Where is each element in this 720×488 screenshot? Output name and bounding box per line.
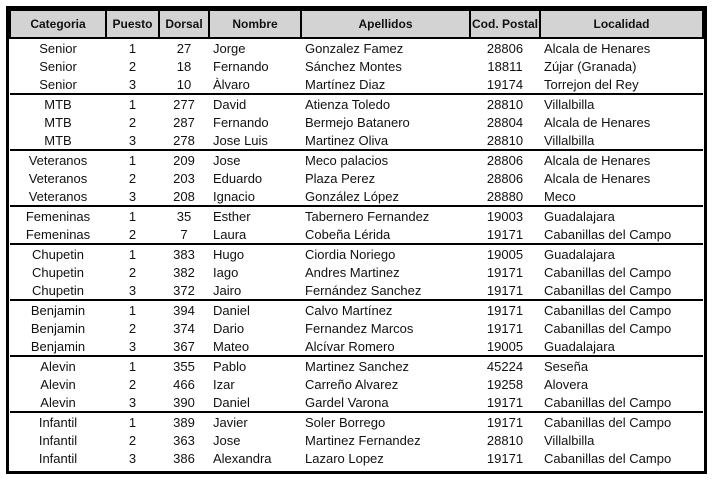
cell-codpostal: 19171	[470, 412, 540, 431]
cell-categoria: Benjamin	[30, 320, 86, 336]
cell-apellidos: Andres Martinez	[305, 264, 400, 280]
table-row	[10, 206, 703, 225]
cell-puesto: 3	[128, 338, 137, 354]
cell-apellidos: Bermejo Batanero	[305, 114, 410, 130]
cell-localidad: Seseña	[540, 356, 703, 375]
cell-codpostal: 28880	[486, 188, 524, 204]
cell-categoria: Infantil	[38, 450, 78, 466]
cell-localidad: Alcala de Henares	[544, 40, 651, 56]
cell-localidad: Alcala de Henares	[540, 150, 703, 169]
table-row	[10, 375, 703, 393]
cell-puesto: 1	[106, 150, 159, 169]
cell-apellidos: Soler Borrego	[301, 412, 470, 431]
cell-nombre: Hugo	[209, 244, 301, 263]
cell-codpostal: 19171	[486, 282, 524, 298]
cell-puesto: 1	[106, 412, 159, 431]
cell-puesto: 3	[128, 450, 137, 466]
cell-categoria: Senior	[39, 40, 77, 56]
cell-localidad: Villalbilla	[540, 94, 703, 113]
cell-dorsal: 7	[180, 226, 188, 242]
cell-codpostal: 28810	[470, 94, 540, 113]
cell-nombre: Alexandra	[213, 450, 272, 466]
cell-categoria: Veteranos	[28, 170, 88, 186]
cell-dorsal: 10	[176, 76, 192, 92]
cell-puesto: 1	[106, 356, 159, 375]
cell-dorsal: 390	[173, 394, 195, 410]
column-header-codpostal: Cod. Postal	[470, 10, 540, 38]
cell-apellidos: Martinez Oliva	[305, 132, 389, 148]
cell-dorsal: 372	[173, 282, 195, 298]
column-header-nombre: Nombre	[209, 10, 301, 38]
cell-categoria: MTB	[10, 94, 106, 113]
cell-codpostal: 28806	[470, 150, 540, 169]
cell-apellidos: González López	[305, 188, 399, 204]
cell-puesto: 2	[128, 264, 137, 280]
cell-nombre: David	[209, 94, 301, 113]
cell-categoria: Chupetin	[31, 282, 85, 298]
cell-dorsal: 383	[159, 244, 209, 263]
cell-apellidos: Gardel Varona	[305, 394, 389, 410]
cell-puesto: 3	[128, 188, 137, 204]
cell-categoria: MTB	[44, 132, 72, 148]
cell-codpostal: 28806	[486, 40, 524, 56]
cell-nombre: Eduardo	[213, 170, 263, 186]
cell-nombre: Esther	[209, 206, 301, 225]
cell-puesto: 2	[128, 432, 137, 448]
cell-codpostal: 28810	[486, 132, 524, 148]
table-row	[10, 319, 703, 337]
cell-nombre: Dario	[213, 320, 245, 336]
cell-nombre: Ignacio	[213, 188, 255, 204]
cell-categoria: Veteranos	[28, 188, 88, 204]
table-body	[10, 38, 703, 467]
header-row	[10, 10, 703, 38]
table-row	[10, 150, 703, 169]
cell-categoria: Alevin	[40, 376, 76, 392]
cell-localidad: Guadalajara	[544, 338, 615, 354]
cell-puesto: 2	[128, 226, 137, 242]
cell-puesto: 2	[128, 170, 137, 186]
cell-categoria: Femeninas	[10, 206, 106, 225]
cell-nombre: Fernando	[213, 114, 269, 130]
cell-localidad: Cabanillas del Campo	[544, 282, 672, 298]
cell-dorsal: 466	[173, 376, 195, 392]
table-row	[10, 356, 703, 375]
cell-codpostal: 19003	[470, 206, 540, 225]
cell-categoria: MTB	[44, 114, 72, 130]
cell-localidad: Cabanillas del Campo	[540, 412, 703, 431]
cell-dorsal: 394	[159, 300, 209, 319]
cell-codpostal: 19171	[486, 394, 524, 410]
cell-puesto: 1	[106, 244, 159, 263]
cell-dorsal: 367	[173, 338, 195, 354]
cell-dorsal: 209	[159, 150, 209, 169]
cell-apellidos: Alcívar Romero	[305, 338, 395, 354]
cell-dorsal: 27	[176, 40, 192, 56]
table-row	[10, 57, 703, 75]
table-row	[10, 281, 703, 300]
cell-apellidos: Tabernero Fernandez	[301, 206, 470, 225]
cell-puesto: 1	[128, 40, 137, 56]
table-row	[10, 94, 703, 113]
cell-dorsal: 203	[173, 170, 195, 186]
cell-puesto: 3	[128, 132, 137, 148]
cell-categoria: Infantil	[38, 432, 78, 448]
cell-codpostal: 19171	[486, 450, 524, 466]
cell-puesto: 2	[128, 320, 137, 336]
column-header-categoria: Categoria	[10, 10, 106, 38]
cell-localidad: Cabanillas del Campo	[544, 226, 672, 242]
cell-nombre: Javier	[209, 412, 301, 431]
cell-categoria: Infantil	[10, 412, 106, 431]
cell-localidad: Alcala de Henares	[544, 170, 651, 186]
cell-dorsal: 18	[176, 58, 192, 74]
cell-nombre: Daniel	[213, 394, 250, 410]
cell-puesto: 3	[128, 282, 137, 298]
cell-apellidos: Carreño Alvarez	[305, 376, 399, 392]
table-row	[10, 38, 703, 57]
cell-nombre: Izar	[213, 376, 235, 392]
cell-codpostal: 19174	[486, 76, 524, 92]
cell-codpostal: 19171	[486, 320, 524, 336]
cell-nombre: Iago	[213, 264, 239, 280]
cell-codpostal: 28804	[486, 114, 524, 130]
cell-categoria: Senior	[39, 58, 77, 74]
cell-codpostal: 19171	[470, 300, 540, 319]
cell-codpostal: 19005	[470, 244, 540, 263]
cell-codpostal: 19171	[486, 226, 524, 242]
table-row	[10, 131, 703, 150]
cell-codpostal: 19258	[486, 376, 524, 392]
column-header-localidad: Localidad	[540, 10, 703, 38]
table-row	[10, 449, 703, 467]
cell-apellidos: Ciordia Noriego	[301, 244, 470, 263]
cell-dorsal: 382	[173, 264, 195, 280]
cell-apellidos: Calvo Martínez	[301, 300, 470, 319]
cell-localidad: Zújar (Granada)	[544, 58, 637, 74]
cell-categoria: Benjamin	[10, 300, 106, 319]
cell-dorsal: 35	[159, 206, 209, 225]
table-row	[10, 113, 703, 131]
cell-categoria: Femeninas	[25, 226, 91, 242]
cell-apellidos: Atienza Toledo	[301, 94, 470, 113]
cell-nombre: Jose	[209, 150, 301, 169]
cell-nombre: Laura	[213, 226, 247, 242]
cell-puesto: 1	[106, 206, 159, 225]
table-row	[10, 412, 703, 431]
cell-categoria: Alevin	[40, 394, 76, 410]
table-row	[10, 300, 703, 319]
cell-puesto: 3	[128, 76, 137, 92]
cell-dorsal: 363	[173, 432, 195, 448]
cell-puesto: 2	[128, 58, 137, 74]
cell-dorsal: 389	[159, 412, 209, 431]
cell-localidad: Cabanillas del Campo	[544, 264, 672, 280]
cell-nombre: Mateo	[213, 338, 250, 354]
cell-apellidos: Sánchez Montes	[305, 58, 402, 74]
cell-localidad: Cabanillas del Campo	[544, 320, 672, 336]
table-row	[10, 393, 703, 412]
cell-dorsal: 277	[159, 94, 209, 113]
cell-codpostal: 28806	[486, 170, 524, 186]
cell-localidad: Alcala de Henares	[544, 114, 651, 130]
table-row	[10, 75, 703, 94]
cell-localidad: Cabanillas del Campo	[544, 450, 672, 466]
table-row	[10, 187, 703, 206]
cell-categoria: Veteranos	[10, 150, 106, 169]
cell-puesto: 1	[106, 94, 159, 113]
table-row	[10, 244, 703, 263]
cell-categoria: Chupetin	[31, 264, 85, 280]
table-row	[10, 263, 703, 281]
table-row	[10, 225, 703, 244]
cell-categoria: Senior	[39, 76, 77, 92]
cell-nombre: Fernando	[213, 58, 269, 74]
cell-nombre: Jose	[213, 432, 241, 448]
results-table-frame	[6, 6, 707, 474]
cell-localidad: Guadalajara	[540, 206, 703, 225]
table-row	[10, 169, 703, 187]
cell-nombre: Jose Luis	[213, 132, 268, 148]
cell-codpostal: 28810	[486, 432, 524, 448]
cell-nombre: Daniel	[209, 300, 301, 319]
cell-apellidos: Fernandez Marcos	[305, 320, 414, 336]
cell-apellidos: Lazaro Lopez	[305, 450, 384, 466]
cell-dorsal: 386	[173, 450, 195, 466]
cell-dorsal: 208	[173, 188, 195, 204]
cell-codpostal: 18811	[487, 58, 523, 74]
cell-apellidos: Martinez Fernandez	[305, 432, 421, 448]
cell-dorsal: 287	[173, 114, 195, 130]
cell-localidad: Torrejon del Rey	[544, 76, 639, 92]
table-row	[10, 431, 703, 449]
cell-dorsal: 374	[173, 320, 195, 336]
column-header-dorsal: Dorsal	[159, 10, 209, 38]
cell-categoria: Benjamin	[30, 338, 86, 354]
cell-apellidos: Martinez Sanchez	[301, 356, 470, 375]
cell-apellidos: Plaza Perez	[305, 170, 376, 186]
column-header-apellidos: Apellidos	[301, 10, 470, 38]
cell-localidad: Cabanillas del Campo	[540, 300, 703, 319]
cell-localidad: Villalbilla	[544, 432, 595, 448]
cell-localidad: Meco	[544, 188, 576, 204]
cell-dorsal: 355	[159, 356, 209, 375]
cell-categoria: Alevin	[10, 356, 106, 375]
cell-localidad: Guadalajara	[540, 244, 703, 263]
cell-apellidos: Gonzalez Famez	[305, 40, 404, 56]
cell-nombre: Jorge	[213, 40, 246, 56]
cell-categoria: Chupetin	[10, 244, 106, 263]
results-table	[9, 9, 704, 467]
cell-localidad: Cabanillas del Campo	[544, 394, 672, 410]
cell-apellidos: Martínez Diaz	[305, 76, 386, 92]
cell-apellidos: Fernández Sanchez	[305, 282, 422, 298]
table-row	[10, 337, 703, 356]
column-header-puesto: Puesto	[106, 10, 159, 38]
cell-codpostal: 45224	[470, 356, 540, 375]
cell-puesto: 2	[128, 114, 137, 130]
cell-dorsal: 278	[173, 132, 195, 148]
cell-nombre: Àlvaro	[213, 76, 250, 92]
cell-nombre: Jairo	[213, 282, 242, 298]
cell-codpostal: 19005	[486, 338, 524, 354]
cell-puesto: 2	[128, 376, 137, 392]
cell-localidad: Villalbilla	[544, 132, 595, 148]
cell-puesto: 3	[128, 394, 137, 410]
cell-localidad: Alovera	[544, 376, 589, 392]
cell-nombre: Pablo	[209, 356, 301, 375]
cell-codpostal: 19171	[486, 264, 524, 280]
cell-puesto: 1	[106, 300, 159, 319]
cell-apellidos: Meco palacios	[301, 150, 470, 169]
cell-apellidos: Cobeña Lérida	[305, 226, 391, 242]
